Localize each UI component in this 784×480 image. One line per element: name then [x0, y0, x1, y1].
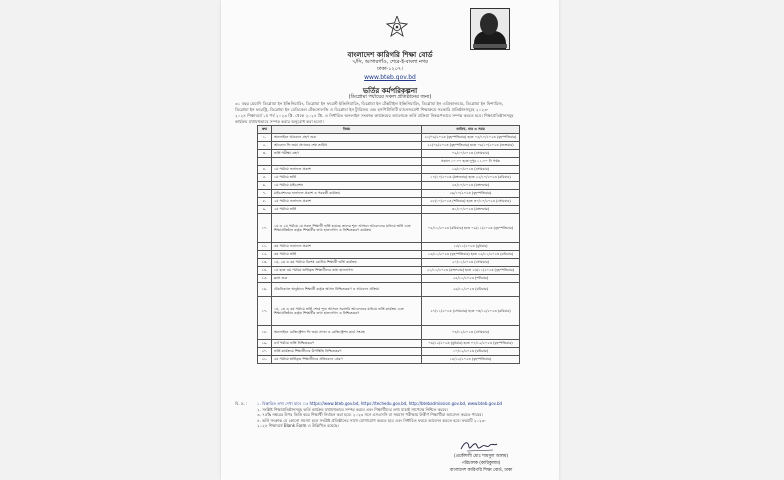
table-header-row: [258, 126, 520, 134]
col-header-item: বিষয়: [272, 126, 422, 134]
serial-cell: ১৪.: [258, 267, 272, 275]
date-cell: সকাল ১০.০০ হতে দুপুর ১১.০০ টা পর্যন্ত: [422, 158, 520, 166]
serial-cell: ১৬.: [258, 283, 272, 297]
table-row: [258, 275, 520, 283]
serial-cell: ২১.: [258, 356, 272, 364]
date-cell: ২১/১১/২০২৩ (মঙ্গলবার) হতে ২৩/১১/২০২৩ (বৃহস্পতিবার): [422, 267, 520, 275]
intro-line: ২০২৪ শিক্ষাবর্ষে ১ম পর্ব ২০২৩ খ্রি. থেকে ২০২৪ খ্রি. এ নির্ধারিত অনলাইন সংক্রান্ত কার্যক্রমের আলোকে ভর্তি প্রক্রিয়া নিম্নরূপভাবে সম্পন্ন করতে হবে। শিক্ষাপ্রতিষ্ঠানসমূহ: [235, 113, 514, 118]
item-cell: ২য় পর্যায়ে ভর্তি: [272, 206, 422, 214]
serial-cell: ১৫.: [258, 275, 272, 283]
serial-cell: ৭.: [258, 190, 272, 198]
table-row: [258, 158, 520, 166]
table-row: [258, 326, 520, 340]
item-cell: ১ম হতে ৩য় পর্যায়ে ভর্তিকৃত শিক্ষার্থীদের তথ্য হালনাগাদ: [272, 267, 422, 275]
serial-cell: [258, 158, 272, 166]
note-item: ৪. ভর্তি সংক্রান্ত যে কোনো সমস্যা হলে সংশ্লিষ্ট প্রতিষ্ঠানের সাথে যোগাযোগ করতে হবে এবং নির্ধারিত ফরমে আবেদন করতে হবে। ফরমটি ২০২৩-: [257, 417, 486, 423]
item-cell: ১ম, ২য় ও ৩য় পর্যায়ে বিশেষ কোটায় শিক্ষার্থী ভর্তি কার্যক্রম: [272, 259, 422, 267]
item-cell: ভর্তি কার্যক্রমে শিক্ষার্থীদের উপস্থিতি নিশ্চিতকরণ: [272, 348, 422, 356]
item-cell: ৫ম পর্যায়ে ভর্তিকৃত শিক্ষার্থীদের প্রতিবেদন প্রেরণ: [272, 356, 422, 364]
table-row: [258, 166, 520, 174]
table-row: [258, 356, 520, 364]
note-item: ১. বিস্তারিত তথ্য দেখা যাবে ঃ https://www.bteb.gov.bd, https://techedu.gov.bd, http://btebadmission.gov.bd, www.bteb.gov.bd: [257, 401, 503, 406]
table-row: [258, 190, 520, 198]
intro-line: ৩১ বছর মেয়াদি ডিপ্লোমা ইন ইঞ্জিনিয়ারিং, ডিপ্লোমা ইন ফরেস্ট ইঞ্জিনিয়ারিং, ডিপ্লোমা ইন টেক্সটাইল ইঞ্জিনিয়ারিং, ডিপ্লোমা ইন এগ্রিকালচার, ডিপ্লোমা ইন ফিশারিজ,: [235, 101, 504, 106]
table-row: [258, 134, 520, 142]
serial-cell: ১০.: [258, 214, 272, 243]
intro-line: ডিপ্লোমা ইন ফরেস্ট্রি, ডিপ্লোমা ইন মেডিকেল টেকনোলজি ও ডিপ্লোমা ইন ট্যুরিজম এন্ড হসপিটালিটি ম্যানেজমেন্ট শিক্ষাক্রমে সরকারি প্রতিষ্ঠানসমূহে ২০২৩-: [235, 107, 489, 112]
item-cell: অনলাইনে আবেদন গ্রহণ শুরু: [272, 134, 422, 142]
item-cell: [272, 158, 422, 166]
serial-cell: ১২.: [258, 251, 272, 259]
table-row: [258, 283, 520, 297]
org-address: ৭/সি, আগারগাঁও, শেরে-ই-বাংলা নগর: [352, 59, 428, 65]
table-row: [258, 174, 520, 182]
table-row: [258, 340, 520, 348]
table-row: [258, 142, 520, 150]
item-cell: ১ম পর্যায়ে ভর্তি: [272, 174, 422, 182]
col-header-date: তারিখ, বার ও সময়: [422, 126, 520, 134]
serial-cell: ৩.: [258, 150, 272, 158]
document-subtitle: (ডিপ্লোমা পর্যায়ের সকল প্রতিষ্ঠানের জন্য): [348, 94, 432, 100]
serial-cell: ৮.: [258, 198, 272, 206]
date-cell: ২৫/১১/২০২৩ (শনিবার): [422, 275, 520, 283]
serial-cell: ১৮.: [258, 326, 272, 340]
item-cell: ১ম পর্যায়ে ফলাফল প্রকাশ: [272, 166, 422, 174]
item-cell: টেকনিক্যাল অনুষ্ঠানে শিক্ষার্থী কর্তৃক আসন নিশ্চিতকরণ ও আবেদন প্রক্রিয়া: [272, 283, 422, 297]
table-row: [258, 206, 520, 214]
serial-cell: ২.: [258, 142, 272, 150]
date-cell: ১৬/১০/২০২৩ (সোমবার): [422, 166, 520, 174]
intro-line: কার্যক্রম যথাযথভাবে সম্পন্ন করার অনুরোধ করা হলো।: [235, 119, 324, 124]
board-emblem-icon: [386, 16, 408, 38]
date-cell: ২৬/১০/২০২৩ (বৃহস্পতিবার): [422, 190, 520, 198]
org-name: বাংলাদেশ কারিগরি শিক্ষা বোর্ড: [347, 51, 433, 59]
intro-paragraph: [235, 101, 545, 125]
signatory-organization: বাংলাদেশ কারিগরি শিক্ষা বোর্ড, ঢাকা: [449, 468, 513, 473]
item-cell: ১ম পর্যায়ে মাইগ্রেশন: [272, 182, 422, 190]
serial-cell: ১১.: [258, 243, 272, 251]
date-cell: ১৭/১০/২০২৩ (মঙ্গলবার) হতে ২২/১০/২০২৩ (রবিবার): [422, 174, 520, 182]
signatory-name: (প্রকৌশলী মোঃ শামসুল আলম): [453, 454, 509, 459]
serial-cell: ৫.: [258, 174, 272, 182]
item-cell: ভর্তি পরীক্ষা গ্রহণ: [272, 150, 422, 158]
date-cell: ৩১/১০/২০২৩ (মঙ্গলবার): [422, 206, 520, 214]
table-row: [258, 182, 520, 190]
document-page: [221, 0, 559, 480]
handwritten-signature: [459, 439, 499, 453]
org-postal: ঢাকা-১২০৭।: [377, 66, 403, 72]
table-row: [258, 251, 520, 259]
serial-cell: ৬.: [258, 182, 272, 190]
col-header-serial: ক্রম: [258, 126, 272, 134]
table-row: [258, 214, 520, 243]
signatory-designation: পরিচালক (কারিকুলাম): [461, 461, 501, 466]
item-cell: আবেদন ফি জমা প্রদানের শেষ তারিখ: [272, 142, 422, 150]
date-cell: ১৫/১১/২০২৩ (বুধবার): [422, 243, 520, 251]
note-item: ২. সংশ্লিষ্ট শিক্ষাপ্রতিষ্ঠানসমূহ ভর্তি কার্যক্রম যথাযথভাবে সম্পন্ন করবে এবং শিক্ষার্থীদের তথ্য যাচাই সাপেক্ষে নিশ্চিত করবে।: [257, 406, 448, 412]
notes-section: [235, 401, 547, 429]
serial-cell: ১.: [258, 134, 272, 142]
table-row: [258, 267, 520, 275]
table-row: [258, 198, 520, 206]
org-website-link[interactable]: www.bteb.gov.bd: [364, 74, 416, 81]
item-cell: মাইগ্রেশনের ফলাফল প্রকাশ ও পরবর্তী কার্যক্রম: [272, 190, 422, 198]
serial-cell: ৪.: [258, 166, 272, 174]
date-cell: ২১/০৯/২০২৩ (বৃহস্পতিবার) হতে ০৬/১০/২০২৩ (শুক্রবার): [422, 142, 520, 150]
date-cell: ০৪/১২/২০২৩ (সোমবার): [422, 326, 520, 340]
date-cell: ২৮/১০/২০২৩ (শনিবার) হতে ৩০/১০/২০২৩ (সোমবার): [422, 198, 520, 206]
table-row: [258, 150, 520, 158]
date-cell: ০৫/১১/২০২৩ (রবিবার) হতে ০৯/১১/২০২৩ (বৃহস্পতিবার): [422, 214, 520, 243]
item-cell: ১ম ও ২য় পর্যায়ে যে সকল শিক্ষার্থী ভর্তি হয়েছে তাদের শূন্য আসনে আবেদনের মাধ্যমে ভর্তি এবং শিক্ষাপ্রতিষ্ঠান কর্তৃক শিক্ষার্থীর তথ্য হালনাগাদ ও নিশ্চিতকরণ কার্যক্রম: [272, 214, 422, 243]
date-cell: ০৬/১২/২০২৩ (বুধবার) হতে ০৭/১২/২০২৩ (বৃহস্পতিবার): [422, 340, 520, 348]
item-cell: অনলাইনে রেজিস্ট্রেশন ফি জমা প্রদান ও রেজিস্ট্রেশন কার্ড সংগ্রহ: [272, 326, 422, 340]
table-row: [258, 259, 520, 267]
date-cell: ২৬/১১/২০২৩ (রবিবার): [422, 283, 520, 297]
date-cell: ২৭/১১/২০২৩ (সোমবার) হতে ০৩/১২/২০২৩ (রবিবার): [422, 297, 520, 326]
schedule-table-body: [258, 134, 520, 364]
serial-cell: ৯.: [258, 206, 272, 214]
item-cell: ২য় পর্যায়ে ফলাফল প্রকাশ: [272, 198, 422, 206]
item-cell: ৩য় পর্যায়ে ভর্তি: [272, 251, 422, 259]
date-cell: ১৬/১১/২০২৩ (বৃহস্পতিবার) হতে ১৯/১১/২০২৩ (রবিবার): [422, 251, 520, 259]
notes-label: বি. দ্র. :: [235, 401, 248, 406]
portrait-photo: [470, 8, 510, 50]
date-cell: ২৪/১০/২০২৩ (মঙ্গলবার): [422, 182, 520, 190]
serial-cell: ১৩.: [258, 259, 272, 267]
date-cell: ২১/০৯/২০২৩ (বৃহস্পতিবার) হতে ০৫/১০/২০২৩ (বৃহস্পতিবার): [422, 134, 520, 142]
item-cell: ক্লাস শুরু: [272, 275, 422, 283]
date-cell: ১৪/১২/২০২৩ (বৃহস্পতিবার): [422, 356, 520, 364]
serial-cell: ১৭.: [258, 297, 272, 326]
item-cell: ৪র্থ পর্যায়ে ভর্তি নিশ্চিতকরণ: [272, 340, 422, 348]
serial-cell: ২০.: [258, 348, 272, 356]
table-row: [258, 297, 520, 326]
date-cell: ১০/১২/২০২৩ (রবিবার): [422, 348, 520, 356]
serial-cell: ১৯.: [258, 340, 272, 348]
note-item: ২০২৪ শিক্ষাবর্ষে Blank Form এ উল্লিখিত রয়েছে।: [257, 423, 339, 429]
date-cell: ০৯/১০/২০২৩ (সোমবার): [422, 150, 520, 158]
table-row: [258, 348, 520, 356]
item-cell: ৩য় পর্যায়ে ফলাফল প্রকাশ: [272, 243, 422, 251]
note-item: ৩. ৭৫% নম্বরের উপর ভিত্তি করে শিক্ষার্থী নির্বাচন করা হবে। ২০২৩ সনে এসএসসি বা সমমান পরীক্ষায় উত্তীর্ণ শিক্ষার্থীরা আবেদন করতে পারবে।: [257, 412, 483, 418]
date-cell: ২০/১১/২০২৩ (সোমবার): [422, 259, 520, 267]
table-row: [258, 243, 520, 251]
item-cell: ১ম, ২য় ও ৩য় পর্যায়ে ভর্তি শেষে শূন্য আসনে সরাসরি আবেদনের মাধ্যমে ভর্তি কার্যক্রম এবং শিক্ষাপ্রতিষ্ঠান কর্তৃক শিক্ষার্থীর তথ্য হালনাগাদ ও নিশ্চিতকরণ: [272, 297, 422, 326]
document-title: ভর্তির কর্মপরিকল্পনা: [362, 87, 418, 95]
schedule-table: [257, 125, 520, 364]
